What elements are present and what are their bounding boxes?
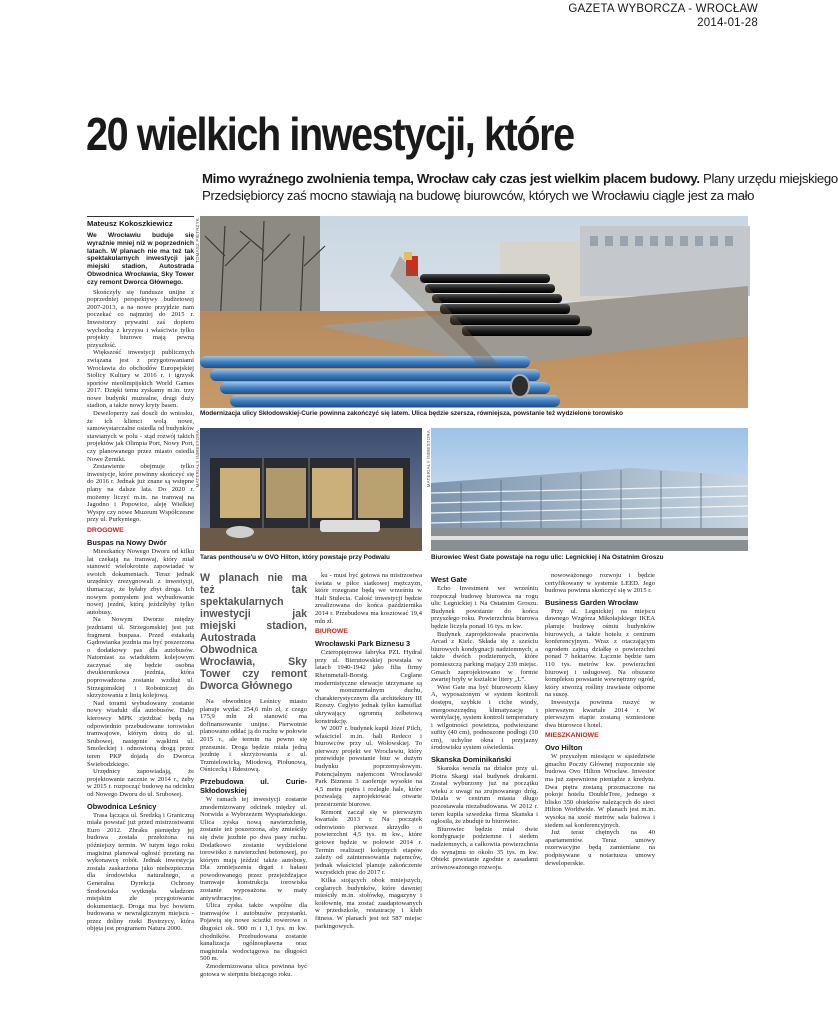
office-building-illustration [431,428,748,551]
article-headline: 20 wielkich inwestycji, które [86,108,574,160]
photo-ovo-hilton [200,428,422,551]
subhead-przebudowa: Przebudowa ul. Curie-Skłodowskiej [200,776,307,795]
caption-left [200,554,390,562]
street-photo-illustration [200,216,748,408]
article-deck [202,170,838,204]
publication-name: GAZETA WYBORCZA - WROCŁAW [568,3,758,15]
deck-regular-2: Przedsiębiorcy zaś mocno stawiają na budowę biurowców, których we Wrocławiu ciągle jest za mało [202,188,755,203]
section-tag-mieszkaniowe: MIESZKANIOWE [545,732,599,740]
author-byline: Mateusz Kokoszkiewicz [87,216,194,229]
column-1: Mateusz Kokoszkiewicz We Wrocławiu buduje się wyraźnie mniej niż w poprzednich latach. W planach nie ma też tak spektakularnych inwestycji jak miejski stadion, Autostrada Obwodnica Wrocławia, Sky Tower czy remont Dworca Głównego. Skończyły się fundusze unijne z poprzedniej perspektywy budżetowej 2007-2013, a na nowe przyjdzie nam poczekać co najmniej do 2015 r. Inwestorzy prywatni zaś dopiero wychodzą z kryzysu i właściwie tylko projekty biurowe mają pewną przyszłość. Większość inwestycji publicznych związana jest z przygotowaniami Wrocławia do obchodów Europejskiej Stolicy Kultury w 2016 r. i igrzysk sportów nieolimpijskich World Games 2017. Dzięki temu zyskamy m.in. trzy nowe budynki muzealne, drugi duży stadion, a także nowy kryty basen. Deweloperzy zaś doszli do wniosku, że ich klienci wolą nowe, samowystarczalne osiedla od budynków stawianych w polu - stąd rozwój takich projektów jak Olimpia Port, Nowy Port, czy planowanego przez miasto osiedla Nowe Żerniki. Zestawienie obejmuje tylko inwestycje, które powinny skończyć się do 2016 r. Jednak już znane są wstępne plany na dalsze lata. Do 2020 r. możemy liczyć m.in. na tramwaj na Jagodno i Popowice, aleję Wielkiej Wyspy czy nowe Muzeum Współczesne przy ul. Purkyniego. DROGOWE Buspas na Nowy Dwór Mieszkańcy Nowego Dworu od kilku lat czekają na tramwaj, który miał stanowić wielokrotnie zapowiadać w swoich dokumentach. Teraz jednak urzędnicy zrezygnowali z inwestycji, tłumacząc, że byłaby zbyt droga. Ich nowym pomysłem jest wybudowanie nowej jezdni, którą jeździłyby tylko autobusy. Na Nowym Dworze między jezdniami ul. Strzegomskiej jest już fragment buspasa. Przed estakadą Gądowianka jezdnia ma być poszerzona o dodatkowy pas dla autobusów. Natomiast za wiaduktem kolejowym zaczynać się będzie osobna dwukierunkowa jezdnia, która poprowadzona zostanie wzdłuż ul. Strzegomskiej i Robotniczej do skrzyżowania z linią kolejową. Nad torami wybudowany zostanie nowy wiadukt dla autobusów. Dalej kierowcy MPK zjeżdżać będą na odpowiednio przebudowane torowisko tramwajowe, którym dotrą do ul. Srubowej, następnie wąskimi ul. Smoleckiej i odnowioną drogą przez teren PKP dojadą do Dworca Świebodzkiego. Urzędnicy zapowiadają, że projektowanie zacznie w 2014 r., żeby w 2015 r. rozpocząć budowę na odcinku od Nowego Dworu do ul. Srubowej. Obwodnica Leśnicy Trasa łącząca ul. Średzką i Graniczną miała powstać już przed mistrzostwami Euro 2012. Zbraku pieniędzy jej budowa została przełożona na późniejszy termin. W tutym tego roku magistrat planował ogłosić przetarg na wykonawcę robót. Jednak inwestycja została zaskarżona jako niebezpieczna dla środowiska naturalnego, a Generalna Dyrekcja Ochrony Środowiska wytknęła władzom miejskim złe przygotowanie dokumentacji. Droga ma być bowiem budowana w newralgicznym miejscu - przez doliny rzeki Bystrzycy, która objęta jest programem Natura 2000. [87,216,194,1016]
credit-left: MATERIAŁY INWESTORA [195,430,200,488]
subhead-skanska: Skanska Dominikański [431,755,512,765]
photo-west-gate [431,428,748,551]
subhead-wroclawski-park: Wrocławski Park Biznesu 3 [315,639,411,649]
terrace-photo-illustration [200,428,422,551]
subhead-buspas: Buspas na Nowy Dwór [87,537,167,547]
caption-left-line-1: Taras penthouse'u w OVO Hilton, który powstaje przy Podwalu [200,554,390,561]
deck-regular-1: Plany urzędu miejskiego [703,171,838,186]
section-tag-biurowe: BIUROWE [315,628,348,636]
column-4: West Gate Echo Investment we wrześniu rozpoczął budowę biurowca na rogu ulic Legnickiej i Na Ostatnim Groszu. Budynek powstanie do końca przyszłego roku. Powierzchnia biurowa będzie liczyła ponad 16 tys. m kw. Budynek zaprojektowała pracownia Arcad z Kielc. Składa się z sześciu biurowych kondygnacji nadziemnych, a także dwóch podziemnych, które pomieszczą parking mający 239 miejsc. Gmach zaprojektowano w formie zwartej bryły w kształcie litery „L”. West Gate ma być biurowcem klasy A, wyposażonym w system kontroli dostępu, szybkie i ciche windy, energooszczędną klimatyzację i wentylację, system kontroli temperatury i wilgotności powietrza, podwieszane sufity (40 cm), podnoszone podłogi (10 cm), uchylne okna i przyjazny środowisku system oświetlenia. Skanska Dominikański Skanska weszła na działce przy ul. Piotra Skargi stał budynek drukarni. Został wyburzony już na początku wieku z uwagi na zrujnowanego dróg. Działa w centrum miasta długo pozostawała niezabudowana. W 2012 r. teren kupiła szwedzka firma Skanska i ogłosiła, że zbuduje tu biurowiec. Biurowiec będzie miał dwie kondygnacje podziemne i siedem nadziemnych, a całkowita powierzchnia do wynajmu to około 35 tys. m kw. Obiekt powstanie zgodnie z zasadami zrównoważonego rozwoju. [431,575,538,871]
column-5: nowoważonego rozwoju i będzie certyfikowany w systemie LEED. Jego budowa powinna skończyć się w 2015 r. Business Garden Wrocław Przy ul. Legnickiej na miejscu dawnego Wzgórza Mikołajskiego IKEA planuje budowę ośmiu budynków biurowych, a także hotelu z centrum konferencyjnym. Wraz z otaczającym ogrodem zajmą działkę o powierzchni ponad 7 hektarów. Łącznie będzie tam 110 tys. metrów kw. powierzchni biurowej i usługowej. Na obszarze kompleksu powstanie wewnętrzny ogród, który stworzą rośliny trawiaste odporne na suszę. Inwestycja powinna ruszyć w pierwszym kwartale 2014 r. W pierwszym etapie zostaną wzniesione dwa biurowce i hotel. MIESZKANIOWE Ovo Hilton W przyszłym miesiącu w sąsiedztwie gmachu Poczty Głównej rozpocznie się budowa Ovo Hilton Wrocław. Inwestor ma już zapewnione pieniądze z kredytu. Dwa piętra zostaną przeznaczone na pokoje hotelu DoubleTree, jednego z blisko 350 obiektów należących do sieci Hilton Worldwide. W planach jest m.in. wysoka na sześć metrów sala balowa i siedem sal konferencyjnych. Już teraz chętnych na 40 apartamentów. Teraz umowy rezerwacyjne będą zamieniane na podpisywane u notariusza umowy deweloperskie. [545,572,655,867]
column-3: ku - musi być gotowa na mistrzostwa świata w piłce siatkowej mężczyzn, które rozegrane będą we wrześniu w Hali Stulecia. Całość inwestycji będzie zrealizowana do końca października 2014 r. Przebudowa ma kosztować 19,4 mln zł. BIUROWE Wrocławski Park Biznesu 3 Czteropiętrowa fabryka PZL Hydral przy ul. Bierutowskiej powstała w latach 1940-1942 jako filia firmy Rheinmetall-Borsig. Ceglane modernistyczne elewacje utrzymane są w monumentalnym duchu, charakterystycznym dla architektury III Rzeszy. Ceglyto jednak tylko kamuflaż ukrywający ogromną żelbetową konstrukcję. W 2007 r. budynek kupił Józef Pilch, właściciel m.in. hali Redeco i biurowców przy ul. Wołowskiej. To pierwszy projekt we Wrocławiu, który przewiduje powstanie biur w dużym budynku poprzemysłowym. Potencjalnym najemcom Wrocławski Park Biznesu 3 zaoferuje wysokie na 4,5 metra piętra i rozległe hale, które pozwalają zaprojektować otwarte przestrzenie biurowe. Remont zaczął się w pierwszym kwartale 2013 r. Na początek odnowiono pierwsze skrzydło o powierzchni 4,5 tys. m kw., które gotowe będzie w połowie 2014 r. Termin realizacji kolejnych etapów zależy od zainteresowania najemców, jednak właściciel planuje zakończenie wszystkich prac do 2017 r. Kilka stojących obok mniejszych, ceglanych budynków, które dawniej mieściły m.in. stołówkę, magazyny i kotłownię, ma zostać zaadaptowanych w przedszkole, restaurację i klub fitness. W planach jest też 587 miejsc parkingowych. [315,572,422,930]
photo-street-modernization [200,216,748,408]
caption-right: Biurowiec West Gate powstaje na rogu ulic: Legnickiej i Na Ostatnim Groszu [431,554,664,561]
subhead-ovo: Ovo Hilton [545,743,583,753]
credit-top: TOMASZ PIETRZYK [195,218,200,263]
subhead-west-gate: West Gate [431,575,468,584]
subhead-obwodnica: Obwodnica Leśnicy [87,801,157,811]
publication-date: 2014-01-28 [697,17,758,29]
pull-quote: W planach nie ma też tak spektakularnych inwestycji jak miejski stadion, Autostrada Obwodnica Wrocławia, Sky Tower czy remont Dworca Głównego [200,572,307,692]
caption-top: Modernizacja ulicy Skłodowskiej-Curie powinna zakończyć się latem. Ulica będzie szersza, równiejsza, powstanie też wydzielone torowisko [200,410,623,417]
deck-bold: Mimo wyraźnego zwolnienia tempa, Wrocław cały czas jest wielkim placem budowy. [202,171,700,186]
source-stamp [568,2,758,30]
credit-right: MATERIAŁY INWESTORA [426,430,431,488]
section-tag-drogowe: DROGOWE [87,526,124,534]
article-lead: We Wrocławiu buduje się wyraźnie mniej niż w poprzednich latach. W planach nie ma też tak spektakularnych inwestycji jak miejski stadion, Autostrada Obwodnica Wrocławia, Sky Tower czy remont Dworca Głównego. [87,232,194,286]
column-2: W planach nie ma też tak spektakularnych inwestycji jak miejski stadion, Autostrada Obwodnica Wrocławia, Sky Tower czy remont Dworca Głównego Na obwodnicę Leśnicy miasto planuje wydać 254,6 mln zł, z czego 175,9 mln zł stanowić ma dofinansowanie unijne. Pierwotnie planowano oddać ją do ruchu w połowie 2015 r., ale termin na pewno się przesunie. Droga będzie miała jedną jezdnię i skrzyżowania z ul. Trzmielowicką, Miodową, Piołunową, Ośnicecką i Rdestową. Przebudowa ul. Curie-Skłodowskiej W ramach tej inwestycji zostanie zmodernizowany odcinek między ul. Norwida a Wybrzeżem Wyspiańskiego. Ulica zyska nową nawierzchnię, zostanie też poszerzona, aby zmieściły się dwie jezdnie po dwa pasy ruchu. Dodatkowo zostanie wydzielone torowisko z nawierzchni betonowej, po którym mają jeździć także autobusy. Dla zmniejszenia drgań i hałasu powodowanego przez przejeżdżające tramwaje konstrukcja torowiska zostanie wyposażona w maty antywibracyjne. Ulica zyska także wspólne dla tramwajów i autobusów przystanki. Pojawią się nowe ścieżki rowerowe o długości ok. 900 m i 1,1 tys. m kw. chodników. Przebudowana zostanie kanalizacja ogólnospławna oraz magistrala wodociągowa na długości 500 m. Zmodernizowana ulica powinna być gotowa w sierpniu bieżącego roku. [200,572,307,978]
subhead-business-garden: Business Garden Wrocław [545,597,639,607]
